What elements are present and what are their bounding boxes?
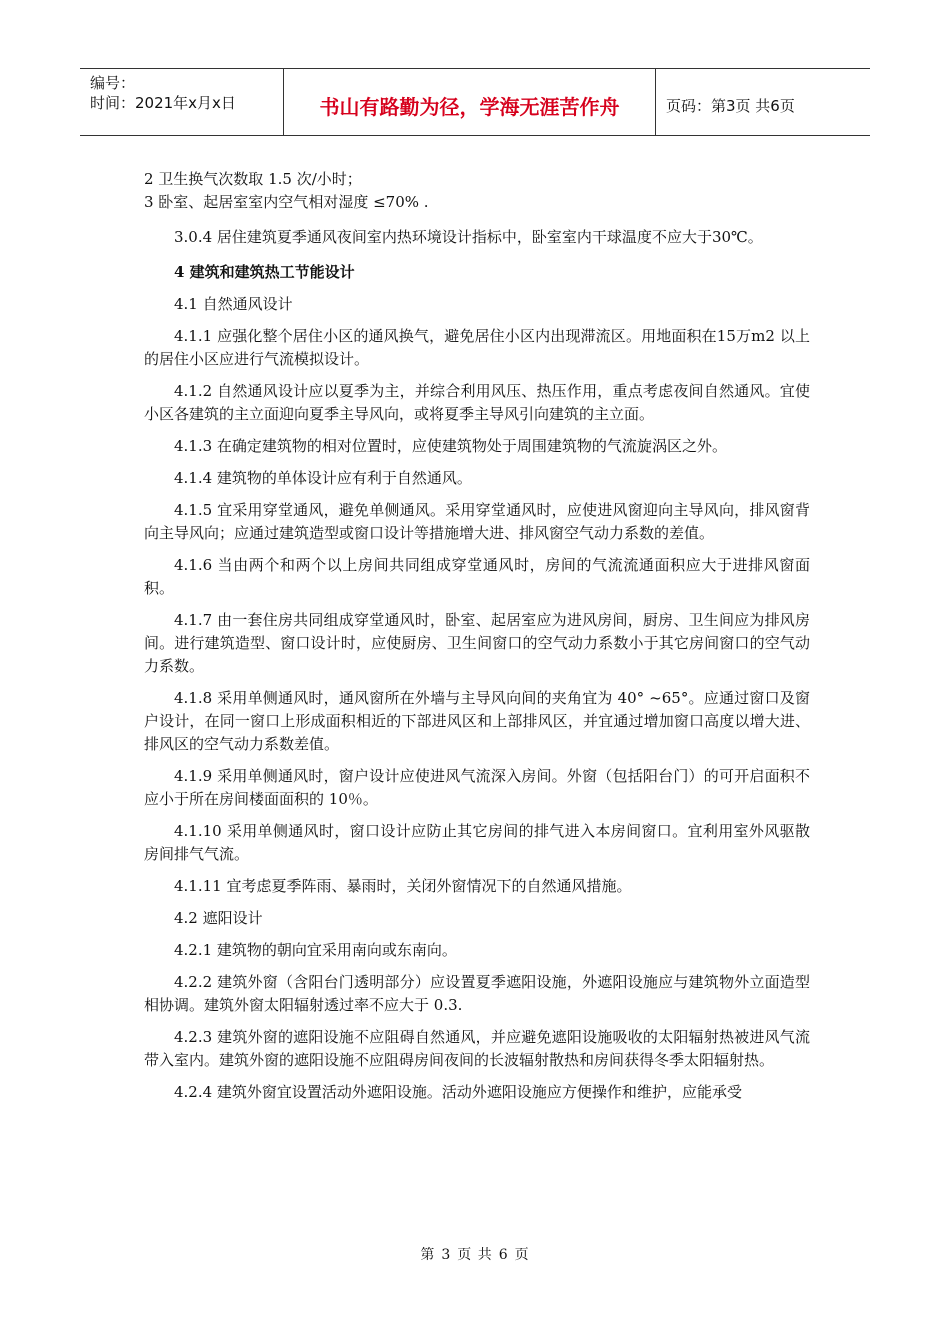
paragraph: 4.1.9 采用单侧通风时，窗户设计应使进风气流深入房间。外窗（包括阳台门）的可开启面积不应小于所在房间楼面面积的 10％。	[144, 767, 810, 808]
doc-code-label: 编号：	[90, 74, 136, 92]
paragraph: 4.1.11 宜考虑夏季阵雨、暴雨时，关闭外窗情况下的自然通风措施。	[174, 877, 632, 895]
paragraph: 4.1.2 自然通风设计应以夏季为主，并综合利用风压、热压作用，重点考虑夜间自然通风。宜使小区各建筑的主立面迎向夏季主导风向，或将夏季主导风引向建筑的主立面。	[144, 382, 810, 423]
document-body	[144, 168, 810, 1104]
paragraph: 4.1.5 宜采用穿堂通风，避免单侧通风。采用穿堂通风时，应使进风窗迎向主导风向，排风窗背向主导风向；应通过建筑造型或窗口设计等措施增大进、排风窗空气动力系数的差值。	[144, 501, 810, 542]
section-heading: 4 建筑和建筑热工节能设计	[174, 263, 355, 281]
paragraph: 4.2.4 建筑外窗宜设置活动外遮阳设施。活动外遮阳设施应方便操作和维护，应能承受	[174, 1083, 742, 1101]
header-motto: 书山有路勤为径，学海无涯苦作舟	[284, 69, 656, 135]
footer-suffix: 页	[514, 1247, 530, 1263]
subsection-heading: 4.2 遮阳设计	[174, 909, 263, 927]
subsection-heading: 4.1 自然通风设计	[174, 295, 293, 313]
paragraph: 4.1.7 由一套住房共同组成穿堂通风时，卧室、起居室应为进风房间，厨房、卫生间应为排风房间。进行建筑造型、窗口设计时，应使厨房、卫生间窗口的空气动力系数小于其它房间窗口的空气动力系数。	[144, 611, 810, 675]
page-footer	[0, 1244, 950, 1264]
footer-prefix: 第	[420, 1247, 436, 1263]
paragraph: 4.1.6 当由两个和两个以上房间共同组成穿堂通风时，房间的气流流通面积应大于进排风窗面积。	[144, 556, 810, 597]
header-meta	[80, 69, 284, 135]
footer-mid: 页 共	[457, 1247, 493, 1263]
paragraph: 4.2.1 建筑物的朝向宜采用南向或东南向。	[174, 941, 457, 959]
paragraph: 4.2.2 建筑外窗（含阳台门透明部分）应设置夏季遮阳设施，外遮阳设施应与建筑物外立面造型相协调。建筑外窗太阳辐射透过率不应大于 0.3.	[144, 973, 810, 1014]
paragraph: 4.1.8 采用单侧通风时，通风窗所在外墙与主导风向间的夹角宜为 40° ~65°。应通过窗口及窗户设计，在同一窗口上形成面积相近的下部进风区和上部排风区，并宜通过增加窗口高度以增大进、排风区的空气动力系数差值。	[144, 689, 810, 753]
paragraph: 2 卫生换气次数取 1.5 次/小时；	[144, 170, 362, 188]
header-page-info: 页码：第3页 共6页	[666, 96, 795, 115]
footer-page-total: 6	[498, 1247, 509, 1263]
paragraph: 3 卧室、起居室室内空气相对湿度 ≤70% .	[144, 193, 429, 211]
page-header	[80, 68, 870, 136]
paragraph: 4.1.1 应强化整个居住小区的通风换气，避免居住小区内出现滞流区。用地面积在15万m2 以上的居住小区应进行气流模拟设计。	[144, 327, 810, 368]
paragraph: 3.0.4 居住建筑夏季通风夜间室内热环境设计指标中，卧室室内干球温度不应大于30℃。	[174, 228, 763, 246]
doc-date-label: 时间：2021年x月x日	[90, 94, 236, 112]
paragraph: 4.1.10 采用单侧通风时，窗口设计应防止其它房间的排气进入本房间窗口。宜利用室外风驱散房间排气气流。	[144, 822, 810, 863]
paragraph: 4.1.4 建筑物的单体设计应有利于自然通风。	[174, 469, 472, 487]
paragraph: 4.2.3 建筑外窗的遮阳设施不应阻碍自然通风，并应避免遮阳设施吸收的太阳辐射热被进风气流带入室内。建筑外窗的遮阳设施不应阻碍房间夜间的长波辐射散热和房间获得冬季太阳辐射热。	[144, 1028, 810, 1069]
paragraph: 4.1.3 在确定建筑物的相对位置时，应使建筑物处于周围建筑物的气流旋涡区之外。	[174, 437, 727, 455]
footer-page-number: 3	[441, 1247, 452, 1263]
